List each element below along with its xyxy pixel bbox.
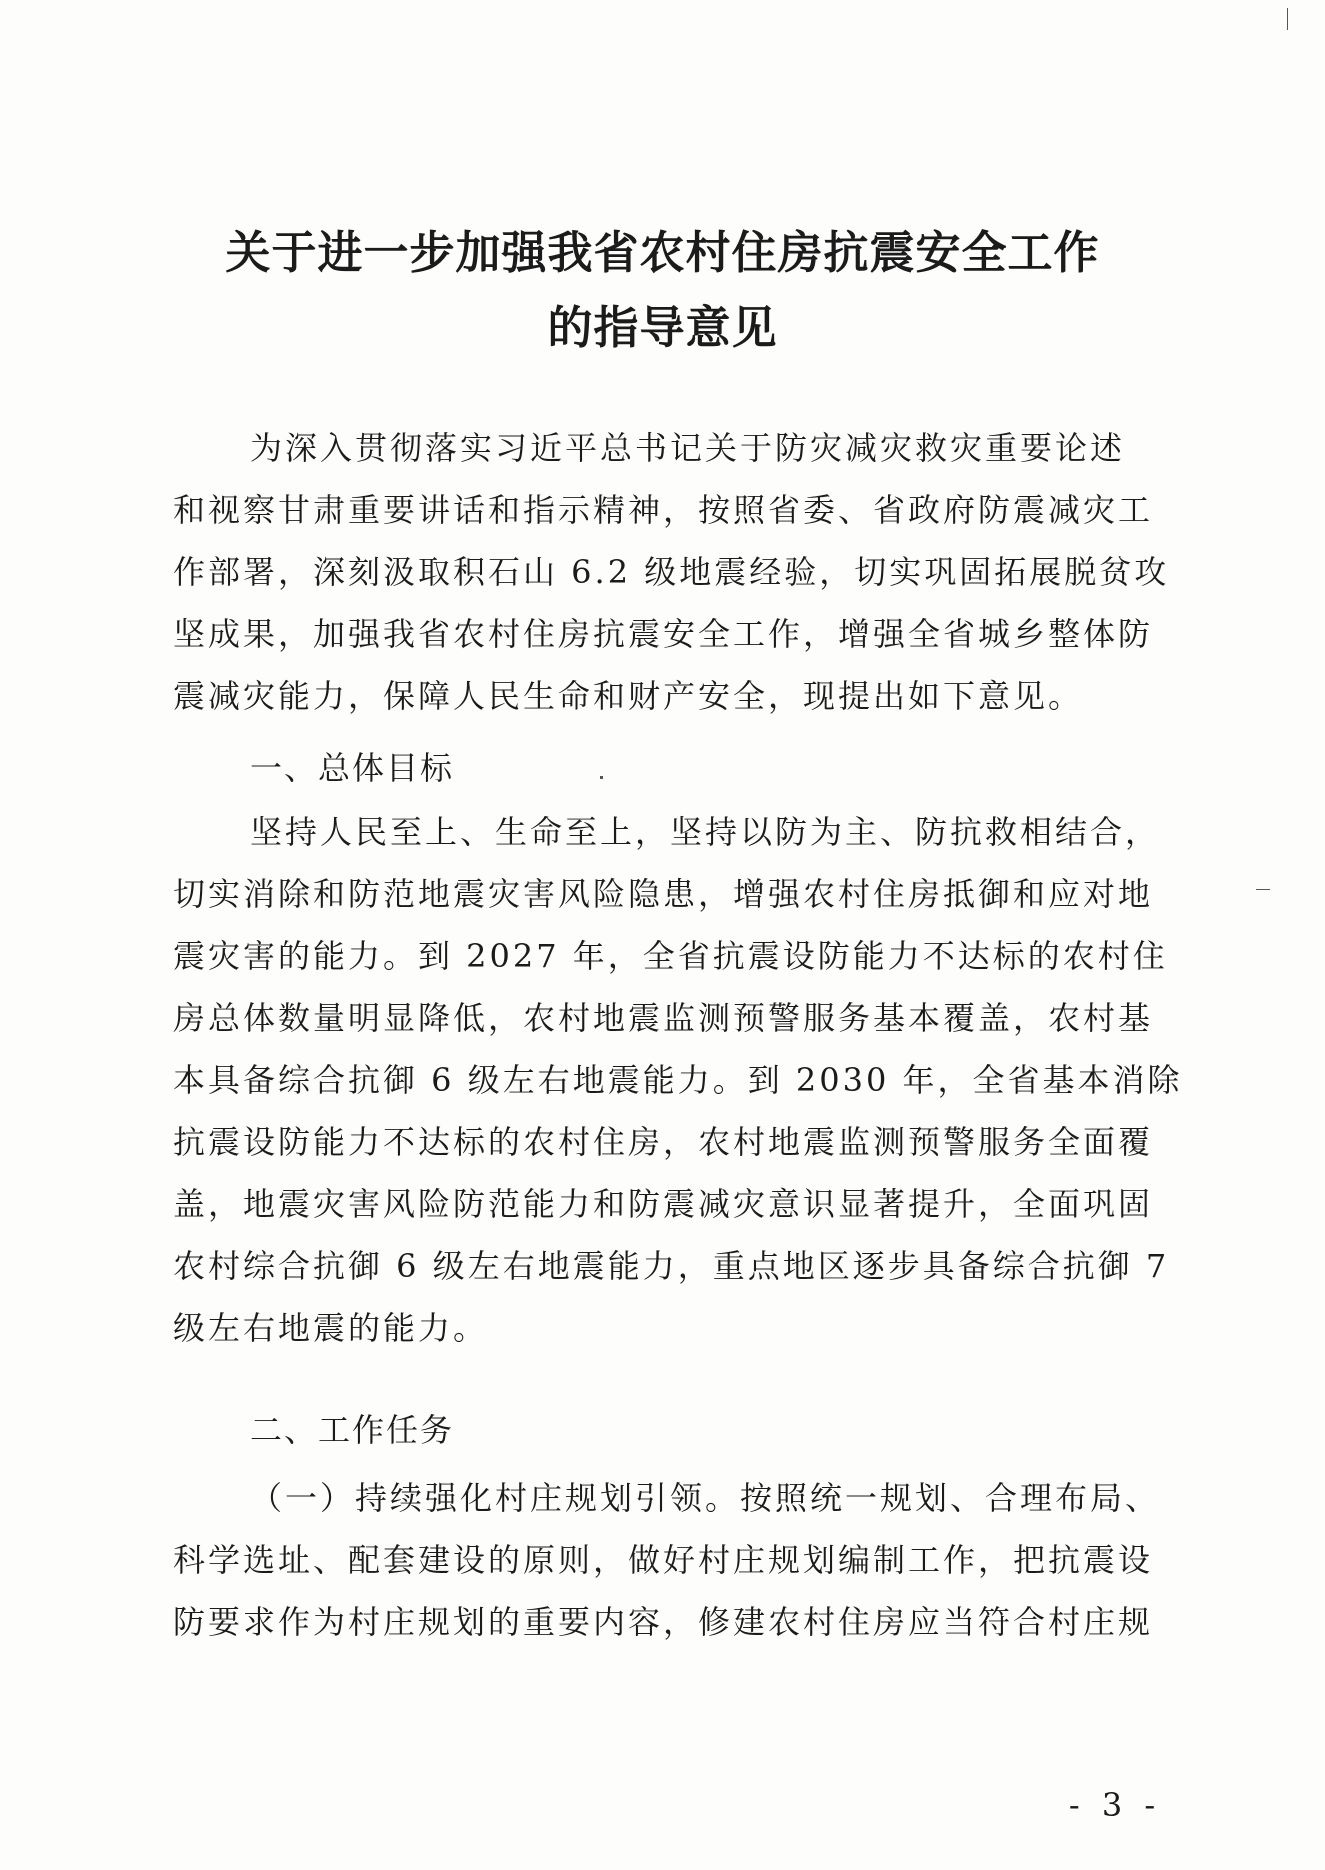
- paragraph-line: 盖，地震灾害风险防范能力和防震减灾意识显著提升，全面巩固: [173, 1185, 1154, 1223]
- paragraph-line: 震减灾能力，保障人民生命和财产安全，现提出如下意见。: [173, 677, 1084, 715]
- document-title-line1: 关于进一步加强我省农村住房抗震安全工作: [225, 226, 1100, 279]
- section-heading: 一、总体目标: [250, 749, 455, 787]
- paragraph-line: 本具备综合抗御 6 级左右地震能力。到 2030 年，全省基本消除: [173, 1061, 1183, 1099]
- page-number: - 3 -: [1068, 1786, 1162, 1824]
- paragraph-line: 农村综合抗御 6 级左右地震能力，重点地区逐步具备综合抗御 7: [173, 1247, 1170, 1285]
- paragraph-line: 级左右地震的能力。: [173, 1309, 489, 1347]
- paragraph-line: 作部署，深刻汲取积石山 6.2 级地震经验，切实巩固拓展脱贫攻: [173, 553, 1170, 591]
- paragraph-line: 切实消除和防范地震灾害风险隐患，增强农村住房抵御和应对地: [173, 875, 1154, 913]
- section-heading: 二、工作任务: [250, 1411, 455, 1449]
- paragraph-line: 为深入贯彻落实习近平总书记关于防灾减灾救灾重要论述: [250, 429, 1126, 467]
- document-title-line2: 的指导意见: [547, 301, 778, 354]
- scan-speck: [1256, 889, 1270, 890]
- paragraph-line: 科学选址、配套建设的原则，做好村庄规划编制工作，把抗震设: [173, 1541, 1154, 1579]
- paragraph-line: 坚持人民至上、生命至上，坚持以防为主、防抗救相结合，: [250, 813, 1161, 851]
- paragraph-line: 房总体数量明显降低，农村地震监测预警服务基本覆盖，农村基: [173, 999, 1154, 1037]
- paragraph-line: （一）持续强化村庄规划引领。按照统一规划、合理布局、: [250, 1479, 1161, 1517]
- paragraph-line: 震灾害的能力。到 2027 年，全省抗震设防能力不达标的农村住: [173, 937, 1168, 975]
- paragraph-line: 防要求作为村庄规划的重要内容，修建农村住房应当符合村庄规: [173, 1603, 1154, 1641]
- paragraph-line: 和视察甘肃重要讲话和指示精神，按照省委、省政府防震减灾工: [173, 491, 1154, 529]
- scan-speck: [600, 776, 603, 779]
- scan-speck: [1287, 8, 1288, 30]
- paragraph-line: 坚成果，加强我省农村住房抗震安全工作，增强全省城乡整体防: [173, 615, 1154, 653]
- paragraph-line: 抗震设防能力不达标的农村住房，农村地震监测预警服务全面覆: [173, 1123, 1154, 1161]
